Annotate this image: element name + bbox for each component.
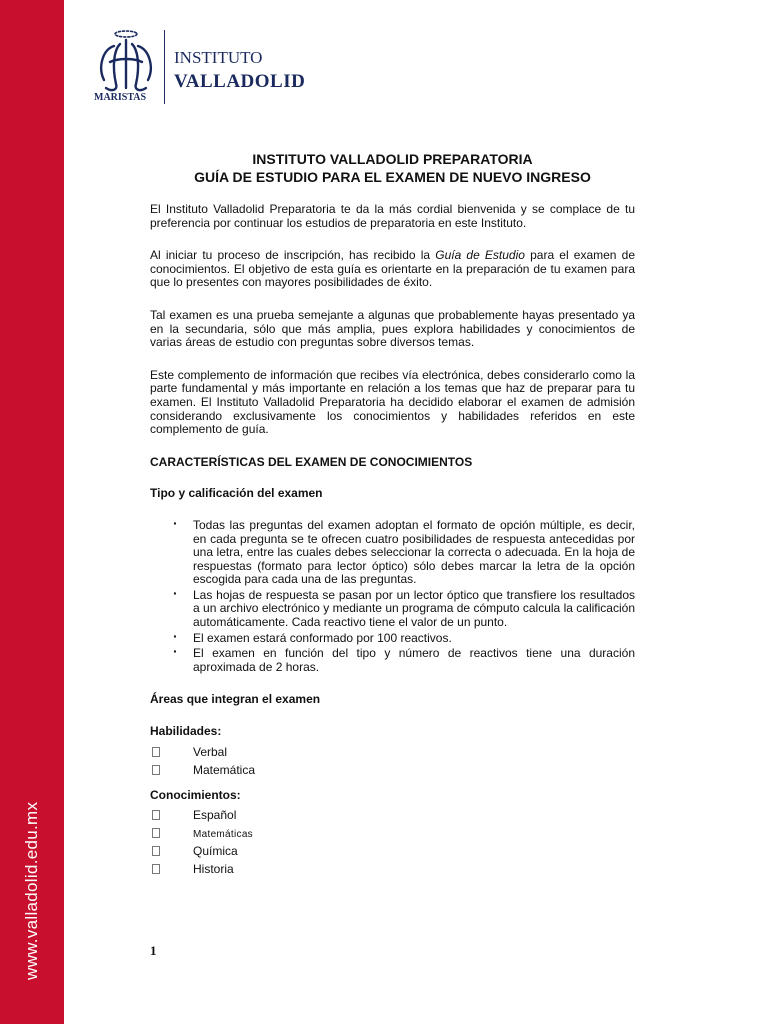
title-line-1: INSTITUTO VALLADOLID PREPARATORIA [252, 151, 533, 167]
conocimientos-list [150, 806, 635, 878]
red-sidebar [0, 0, 64, 1024]
list-item: · El examen estará conformado por 100 reactivos. [193, 632, 635, 646]
checkbox-icon [152, 747, 160, 757]
paragraph-exam-description: Tal examen es una prueba semejante a algunas que probablemente hayas presentado ya en la secundaria, sólo que más amplia, pues explora habilidades y conocimientos de varias áreas de estudio con preguntas sobre diversos temas. [150, 307, 635, 350]
paragraph-welcome: El Instituto Valladolid Preparatoria te da la más cordial bienvenida y se complace de tu preferencia por continuar los estudios de preparatoria en este Instituto. [150, 202, 635, 230]
document-body [150, 150, 635, 888]
habilidades-list [150, 743, 635, 779]
subheading-type-grading: Tipo y calificación del examen [150, 486, 323, 501]
checkbox-icon [152, 828, 160, 838]
logo-line-instituto: INSTITUTO [174, 48, 263, 67]
list-item: · Las hojas de respuesta se pasan por un lector óptico que transfiere los resultados a un archivo electrónico y mediante un programa de cómputo calcula la calificación automáticamente. Cada reactivo tiene el valor de un punto. [193, 589, 635, 630]
list-item: Química [150, 842, 635, 860]
checkbox-icon [152, 846, 160, 856]
subheading-exam-areas: Áreas que integran el examen [150, 692, 321, 707]
exam-characteristics-list [150, 519, 635, 675]
logo-maristas: MARISTAS [94, 92, 147, 103]
document-title [150, 150, 635, 186]
list-item: Historia [150, 860, 635, 878]
list-item: Español [150, 806, 635, 824]
list-item: · Todas las preguntas del examen adoptan el formato de opción múltiple, es decir, en cada pregunta se te ofrecen cuatro posibilidades de respuesta antecedidas por una letra, entre las cuales debes seleccionar la correcta o adecuada. En la hoja de respuestas (formato para lector óptico) sólo debes marcar la letra de la opción escogida para cada una de las preguntas. [193, 519, 635, 587]
list-item: Verbal [150, 743, 635, 761]
list-item: Matemáticas [150, 824, 635, 842]
paragraph-complement: Este complemento de información que recibes vía electrónica, debes considerarlo como la parte fundamental y más importante en relación a los temas que haz de preparar para tu examen. El Instituto Valladolid Preparatoria ha decidido elaborar el examen de admisión considerando exclusivamente los conocimientos y habilidades referidos en este complemento de guía. [150, 367, 635, 437]
conocimientos-label: Conocimientos: [150, 787, 241, 802]
website-url: www.valladolid.edu.mx [22, 801, 41, 980]
guide-title-italic: Guía de Estudio [435, 248, 525, 263]
habilidades-label: Habilidades: [150, 724, 222, 739]
checkbox-icon [152, 810, 160, 820]
page-number: 1 [150, 943, 157, 958]
institute-logo [94, 28, 314, 108]
checkbox-icon [152, 765, 160, 775]
list-item: · El examen en función del tipo y número de reactivos tiene una duración aproximada de 2 horas. [193, 647, 635, 674]
checkbox-icon [152, 864, 160, 874]
section-heading: CARACTERÍSTICAS DEL EXAMEN DE CONOCIMIENTOS [150, 454, 473, 469]
logo-divider [164, 30, 165, 104]
paragraph-guide: Al iniciar tu proceso de inscripción, has recibido la Guía de Estudio para el examen de conocimientos. El objetivo de esta guía es orientarte en la preparación de tu examen para que lo presentes con mayores posibilidades de éxito. [150, 248, 635, 290]
list-item: Matemática [150, 761, 635, 779]
logo-line-valladolid: VALLADOLID [174, 71, 306, 92]
title-line-2: GUÍA DE ESTUDIO PARA EL EXAMEN DE NUEVO INGRESO [194, 169, 591, 185]
